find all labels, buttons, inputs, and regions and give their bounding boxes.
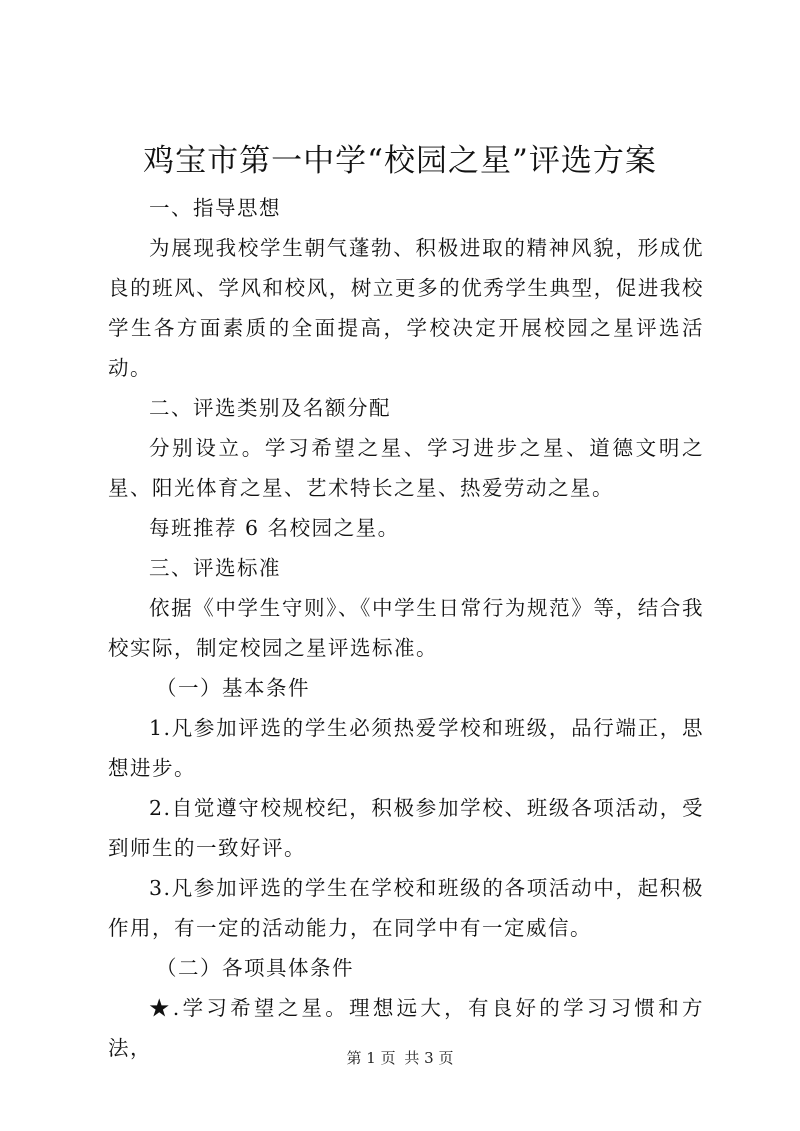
page-footer: [0, 1048, 800, 1068]
paragraph-purpose: 为展现我校学生朝气蓬勃、积极进取的精神风貌，形成优良的班风、学风和校风，树立更多的优秀学生典型，促进我校学生各方面素质的全面提高，学校决定开展校园之星评选活动。: [108, 236, 704, 380]
subheading-basic-conditions: （一）基本条件: [156, 676, 310, 700]
list-item-condition-1: 1.凡参加评选的学生必须热爱学校和班级，品行端正，思想进步。: [108, 716, 704, 780]
heading-guiding-ideology: 一、指导思想: [149, 196, 281, 220]
paragraph-categories: 分别设立。学习希望之星、学习进步之星、道德文明之星、阳光体育之星、艺术特长之星、热爱劳动之星。: [108, 436, 704, 500]
document-title: 鸡宝市第一中学“校园之星”评选方案: [143, 143, 657, 179]
heading-criteria: 三、评选标准: [149, 556, 281, 580]
page-total: 共 3 页: [404, 1049, 454, 1067]
heading-categories-quota: 二、评选类别及名额分配: [149, 396, 391, 420]
list-item-condition-3: 3.凡参加评选的学生在学校和班级的各项活动中，起积极作用，有一定的活动能力，在同学中有一定威信。: [108, 876, 704, 940]
paragraph-criteria-basis: 依据《中学生守则》、《中学生日常行为规范》等，结合我校实际，制定校园之星评选标准。: [108, 596, 704, 660]
page-number: 第 1 页: [346, 1049, 396, 1067]
paragraph-star-study-hope: ★.学习希望之星。理想远大，有良好的学习习惯和方法，: [108, 996, 704, 1060]
document-body: [108, 188, 704, 1068]
subheading-specific-conditions: （二）各项具体条件: [156, 956, 354, 980]
list-item-condition-2: 2.自觉遵守校规校纪，积极参加学校、班级各项活动，受到师生的一致好评。: [108, 796, 704, 860]
paragraph-quota: 每班推荐 6 名校园之星。: [149, 516, 400, 540]
